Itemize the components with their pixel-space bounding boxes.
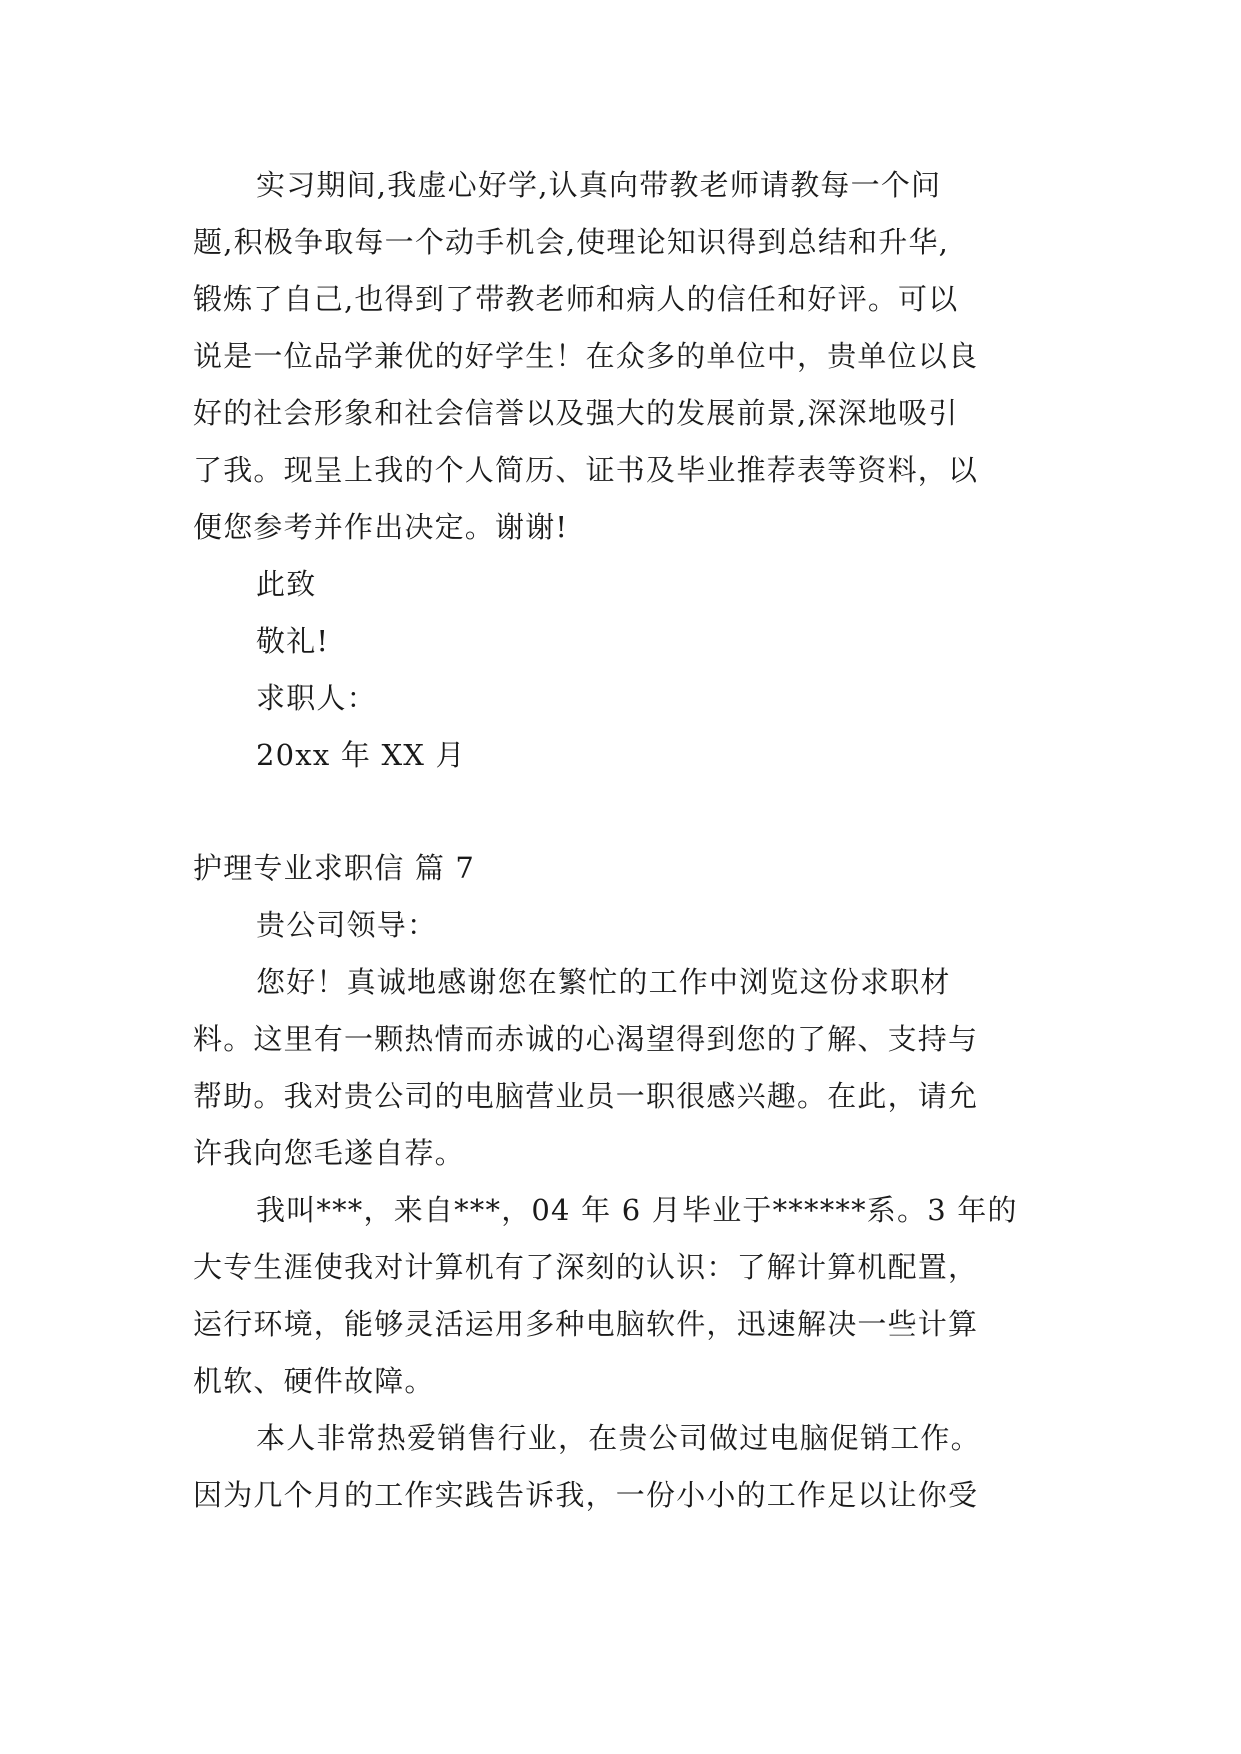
paragraph-line: 许我向您毛遂自荐。: [193, 1136, 465, 1170]
paragraph-line: 说是一位品学兼优的好学生！在众多的单位中，贵单位以良: [193, 339, 979, 373]
paragraph-line: 实习期间,我虚心好学,认真向带教老师请教每一个问: [256, 168, 942, 202]
paragraph-line: 因为几个月的工作实践告诉我，一份小小的工作足以让你受: [193, 1478, 979, 1512]
paragraph-line: 好的社会形象和社会信誉以及强大的发展前景,深深地吸引: [193, 396, 959, 430]
paragraph-line: 运行环境，能够灵活运用多种电脑软件，迅速解决一些计算: [193, 1307, 979, 1341]
paragraph-line: 便您参考并作出决定。谢谢!: [193, 510, 569, 544]
section-heading: 护理专业求职信 篇 7: [193, 851, 476, 885]
paragraph-line: 您好！真诚地感谢您在繁忙的工作中浏览这份求职材: [256, 965, 951, 999]
closing-line: 敬礼!: [256, 624, 330, 658]
salutation: 贵公司领导：: [256, 908, 438, 942]
paragraph-line: 本人非常热爱销售行业，在贵公司做过电脑促销工作。: [256, 1421, 981, 1455]
closing-line: 此致: [256, 567, 317, 601]
paragraph-line: 帮助。我对贵公司的电脑营业员一职很感兴趣。在此，请允: [193, 1079, 979, 1113]
paragraph-line: 机软、硬件故障。: [193, 1364, 435, 1398]
paragraph-line: 了我。现呈上我的个人简历、证书及毕业推荐表等资料，以: [193, 453, 979, 487]
paragraph-line: 题,积极争取每一个动手机会,使理论知识得到总结和升华,: [193, 225, 950, 259]
paragraph-line: 料。这里有一颗热情而赤诚的心渴望得到您的了解、支持与: [193, 1022, 979, 1056]
paragraph-line: 我叫***，来自***，04 年 6 月毕业于******系。3 年的: [256, 1193, 1018, 1227]
paragraph-line: 锻炼了自己,也得到了带教老师和病人的信任和好评。可以: [193, 282, 959, 316]
date-line: 20xx 年 XX 月: [256, 738, 466, 772]
paragraph-line: 大专生涯使我对计算机有了深刻的认识：了解计算机配置，: [193, 1250, 979, 1284]
signature-line: 求职人：: [256, 681, 377, 715]
